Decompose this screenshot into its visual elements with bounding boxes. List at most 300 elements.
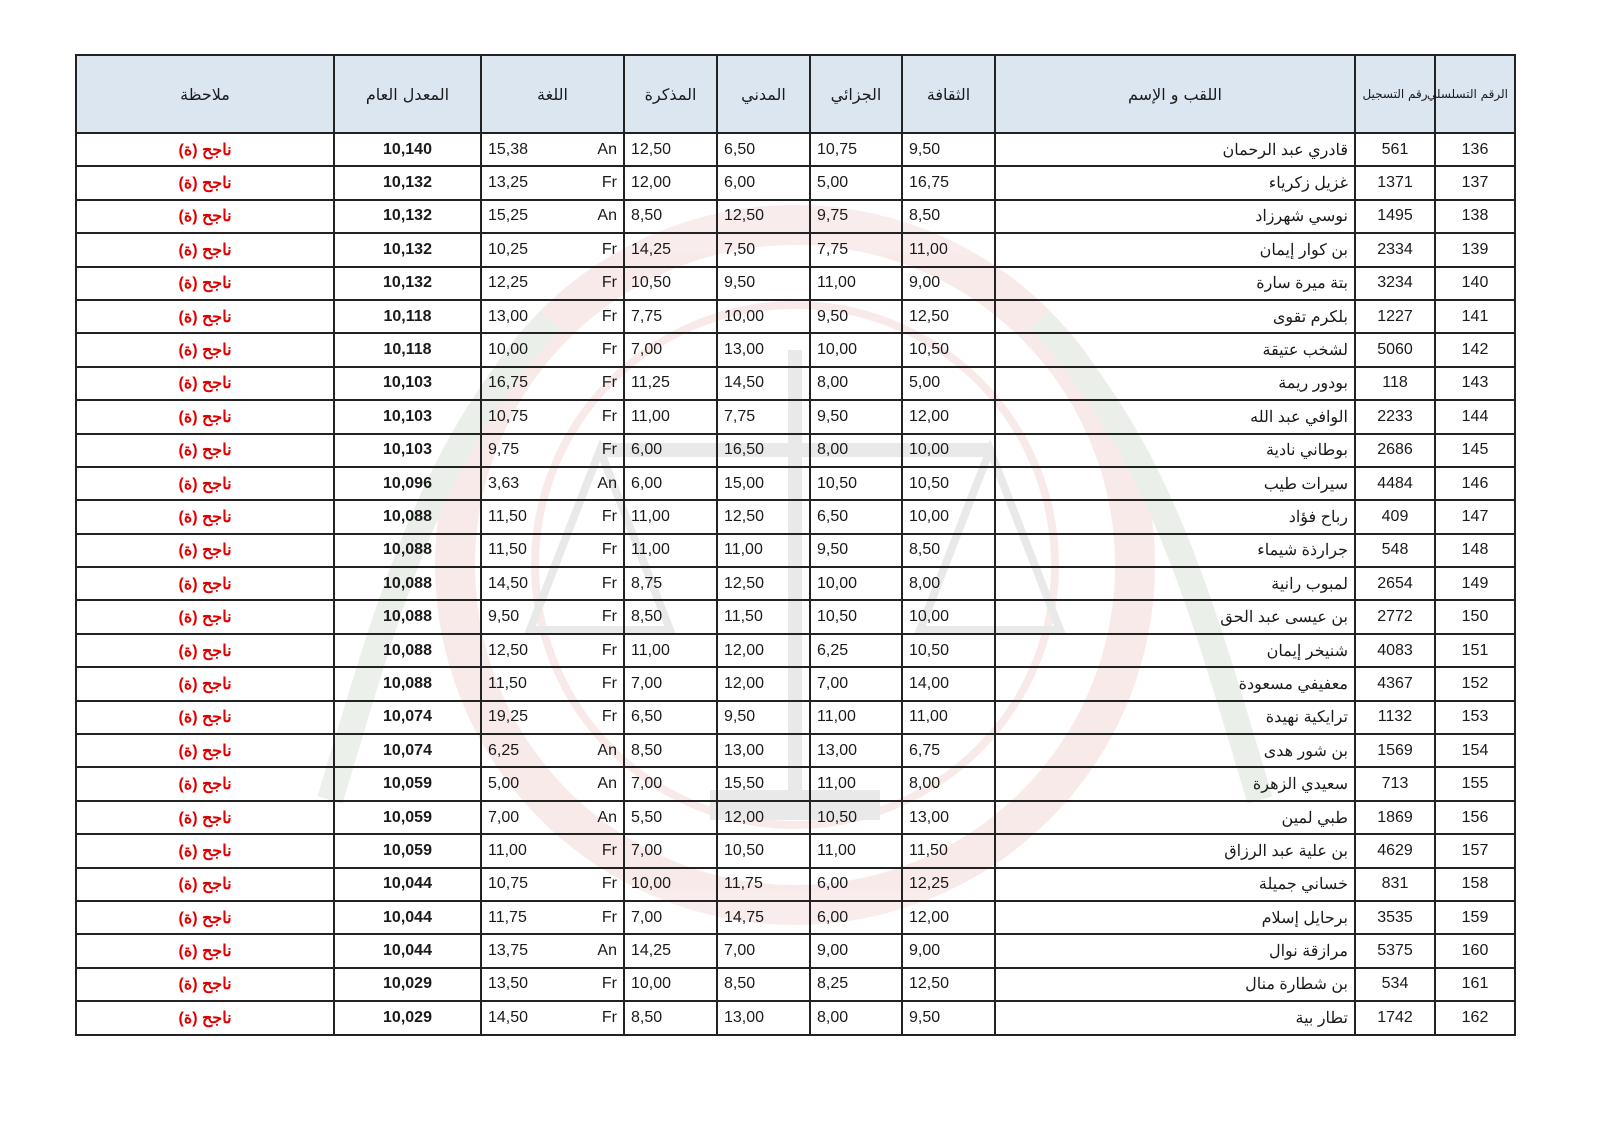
serial-cell: 154 <box>1435 734 1515 767</box>
culture-cell: 12,50 <box>902 300 995 333</box>
average-cell: 10,132 <box>334 166 481 199</box>
culture-cell: 11,00 <box>902 701 995 734</box>
average-cell: 10,074 <box>334 734 481 767</box>
culture-cell: 14,00 <box>902 667 995 700</box>
culture-cell: 12,00 <box>902 400 995 433</box>
criminal-cell: 6,25 <box>810 634 902 667</box>
civil-cell: 15,50 <box>717 767 810 800</box>
culture-cell: 5,00 <box>902 367 995 400</box>
average-cell: 10,140 <box>334 133 481 166</box>
criminal-cell: 13,00 <box>810 734 902 767</box>
language-score: 5,00 <box>488 775 520 793</box>
remark-cell: ناجح (ة) <box>76 600 334 633</box>
average-cell: 10,103 <box>334 400 481 433</box>
civil-cell: 7,00 <box>717 934 810 967</box>
name-cell: الوافي عبد الله <box>995 400 1355 433</box>
registration-cell: 1227 <box>1355 300 1435 333</box>
culture-cell: 8,00 <box>902 767 995 800</box>
criminal-cell: 9,50 <box>810 400 902 433</box>
language-cell <box>481 968 624 1001</box>
language-cell <box>481 734 624 767</box>
criminal-cell: 9,50 <box>810 534 902 567</box>
registration-cell: 3234 <box>1355 267 1435 300</box>
table-row <box>76 667 1515 700</box>
name-cell: معفيفي مسعودة <box>995 667 1355 700</box>
memoir-cell: 8,50 <box>624 600 717 633</box>
remark-cell: ناجح (ة) <box>76 133 334 166</box>
serial-cell: 159 <box>1435 901 1515 934</box>
memoir-cell: 7,00 <box>624 901 717 934</box>
memoir-cell: 8,50 <box>624 734 717 767</box>
average-cell: 10,088 <box>334 534 481 567</box>
culture-cell: 12,50 <box>902 968 995 1001</box>
table-row <box>76 600 1515 633</box>
table-row <box>76 634 1515 667</box>
civil-cell: 12,00 <box>717 667 810 700</box>
language-code: Fr <box>601 407 617 425</box>
criminal-cell: 8,00 <box>810 434 902 467</box>
remark-cell: ناجح (ة) <box>76 200 334 233</box>
memoir-cell: 11,00 <box>624 500 717 533</box>
culture-cell: 8,50 <box>902 534 995 567</box>
registration-cell: 1569 <box>1355 734 1435 767</box>
average-cell: 10,074 <box>334 701 481 734</box>
language-cell <box>481 767 624 800</box>
table-row <box>76 1001 1515 1034</box>
header-language: اللغة <box>481 55 624 133</box>
language-score: 13,25 <box>488 174 529 192</box>
table-row <box>76 267 1515 300</box>
criminal-cell: 10,50 <box>810 600 902 633</box>
language-score: 13,00 <box>488 307 529 325</box>
average-cell: 10,088 <box>334 500 481 533</box>
table-row <box>76 767 1515 800</box>
civil-cell: 12,50 <box>717 567 810 600</box>
language-code: An <box>597 207 617 225</box>
language-score: 9,50 <box>488 608 520 626</box>
header-name: اللقب و الإسم <box>995 55 1355 133</box>
serial-cell: 153 <box>1435 701 1515 734</box>
header-average: المعدل العام <box>334 55 481 133</box>
memoir-cell: 11,00 <box>624 400 717 433</box>
name-cell: بن شور هدى <box>995 734 1355 767</box>
culture-cell: 12,25 <box>902 868 995 901</box>
civil-cell: 9,50 <box>717 701 810 734</box>
header-criminal: الجزائي <box>810 55 902 133</box>
average-cell: 10,132 <box>334 267 481 300</box>
average-cell: 10,029 <box>334 968 481 1001</box>
culture-cell: 9,50 <box>902 1001 995 1034</box>
language-code: An <box>597 808 617 826</box>
serial-cell: 157 <box>1435 834 1515 867</box>
language-code: Fr <box>601 507 617 525</box>
language-code: Fr <box>601 708 617 726</box>
civil-cell: 14,75 <box>717 901 810 934</box>
average-cell: 10,103 <box>334 434 481 467</box>
criminal-cell: 10,75 <box>810 133 902 166</box>
name-cell: سعيدي الزهرة <box>995 767 1355 800</box>
language-code: Fr <box>601 574 617 592</box>
table-row <box>76 934 1515 967</box>
serial-cell: 142 <box>1435 333 1515 366</box>
remark-cell: ناجح (ة) <box>76 634 334 667</box>
memoir-cell: 14,25 <box>624 934 717 967</box>
civil-cell: 12,00 <box>717 634 810 667</box>
registration-cell: 4629 <box>1355 834 1435 867</box>
culture-cell: 16,75 <box>902 166 995 199</box>
memoir-cell: 11,00 <box>624 634 717 667</box>
remark-cell: ناجح (ة) <box>76 500 334 533</box>
name-cell: بتة ميرة سارة <box>995 267 1355 300</box>
registration-cell: 548 <box>1355 534 1435 567</box>
civil-cell: 15,00 <box>717 467 810 500</box>
table-row <box>76 333 1515 366</box>
language-score: 13,75 <box>488 942 529 960</box>
registration-cell: 4083 <box>1355 634 1435 667</box>
registration-cell: 5375 <box>1355 934 1435 967</box>
language-score: 15,25 <box>488 207 529 225</box>
header-serial: الرقم التسلسلي <box>1435 55 1515 133</box>
language-code: Fr <box>601 841 617 859</box>
remark-cell: ناجح (ة) <box>76 667 334 700</box>
registration-cell: 1495 <box>1355 200 1435 233</box>
average-cell: 10,118 <box>334 300 481 333</box>
civil-cell: 13,00 <box>717 333 810 366</box>
name-cell: نوسي شهرزاد <box>995 200 1355 233</box>
average-cell: 10,132 <box>334 233 481 266</box>
language-cell <box>481 500 624 533</box>
language-code: Fr <box>601 908 617 926</box>
registration-cell: 713 <box>1355 767 1435 800</box>
name-cell: برحايل إسلام <box>995 901 1355 934</box>
memoir-cell: 10,50 <box>624 267 717 300</box>
language-score: 10,75 <box>488 875 529 893</box>
memoir-cell: 10,00 <box>624 968 717 1001</box>
memoir-cell: 5,50 <box>624 801 717 834</box>
language-cell <box>481 300 624 333</box>
language-score: 10,00 <box>488 341 529 359</box>
language-score: 3,63 <box>488 474 520 492</box>
average-cell: 10,044 <box>334 934 481 967</box>
name-cell: بودور ريمة <box>995 367 1355 400</box>
language-cell <box>481 333 624 366</box>
results-rows <box>76 133 1515 1035</box>
criminal-cell: 9,00 <box>810 934 902 967</box>
table-row <box>76 166 1515 199</box>
name-cell: غزيل زكرياء <box>995 166 1355 199</box>
name-cell: شنيخر إيمان <box>995 634 1355 667</box>
name-cell: جرارذة شيماء <box>995 534 1355 567</box>
language-score: 14,50 <box>488 574 529 592</box>
criminal-cell: 10,50 <box>810 801 902 834</box>
remark-cell: ناجح (ة) <box>76 767 334 800</box>
serial-cell: 155 <box>1435 767 1515 800</box>
civil-cell: 8,50 <box>717 968 810 1001</box>
criminal-cell: 5,00 <box>810 166 902 199</box>
language-code: An <box>597 775 617 793</box>
name-cell: رباح فؤاد <box>995 500 1355 533</box>
civil-cell: 13,00 <box>717 734 810 767</box>
registration-cell: 561 <box>1355 133 1435 166</box>
language-score: 19,25 <box>488 708 529 726</box>
average-cell: 10,132 <box>334 200 481 233</box>
serial-cell: 149 <box>1435 567 1515 600</box>
criminal-cell: 10,00 <box>810 567 902 600</box>
language-score: 7,00 <box>488 808 520 826</box>
language-score: 13,50 <box>488 975 529 993</box>
culture-cell: 10,00 <box>902 500 995 533</box>
culture-cell: 11,00 <box>902 233 995 266</box>
serial-cell: 150 <box>1435 600 1515 633</box>
language-code: Fr <box>601 374 617 392</box>
language-cell <box>481 567 624 600</box>
table-row <box>76 901 1515 934</box>
culture-cell: 6,75 <box>902 734 995 767</box>
criminal-cell: 9,50 <box>810 300 902 333</box>
language-score: 11,50 <box>488 541 527 559</box>
registration-cell: 118 <box>1355 367 1435 400</box>
average-cell: 10,044 <box>334 868 481 901</box>
registration-cell: 2233 <box>1355 400 1435 433</box>
language-score: 11,00 <box>488 841 527 859</box>
remark-cell: ناجح (ة) <box>76 434 334 467</box>
registration-cell: 5060 <box>1355 333 1435 366</box>
serial-cell: 139 <box>1435 233 1515 266</box>
serial-cell: 162 <box>1435 1001 1515 1034</box>
language-code: Fr <box>601 975 617 993</box>
table-row <box>76 534 1515 567</box>
memoir-cell: 7,00 <box>624 834 717 867</box>
criminal-cell: 10,50 <box>810 467 902 500</box>
memoir-cell: 7,00 <box>624 333 717 366</box>
language-cell <box>481 200 624 233</box>
culture-cell: 10,50 <box>902 333 995 366</box>
average-cell: 10,059 <box>334 767 481 800</box>
culture-cell: 9,50 <box>902 133 995 166</box>
language-cell <box>481 701 624 734</box>
civil-cell: 14,50 <box>717 367 810 400</box>
language-code: Fr <box>601 240 617 258</box>
memoir-cell: 12,00 <box>624 166 717 199</box>
average-cell: 10,088 <box>334 634 481 667</box>
criminal-cell: 6,00 <box>810 901 902 934</box>
name-cell: تطار بية <box>995 1001 1355 1034</box>
criminal-cell: 7,00 <box>810 667 902 700</box>
language-code: Fr <box>601 541 617 559</box>
remark-cell: ناجح (ة) <box>76 801 334 834</box>
table-row <box>76 233 1515 266</box>
serial-cell: 144 <box>1435 400 1515 433</box>
language-score: 16,75 <box>488 374 529 392</box>
memoir-cell: 8,75 <box>624 567 717 600</box>
language-code: An <box>597 741 617 759</box>
remark-cell: ناجح (ة) <box>76 834 334 867</box>
table-row <box>76 968 1515 1001</box>
civil-cell: 6,50 <box>717 133 810 166</box>
criminal-cell: 6,50 <box>810 500 902 533</box>
culture-cell: 11,50 <box>902 834 995 867</box>
header-civil: المدني <box>717 55 810 133</box>
criminal-cell: 9,75 <box>810 200 902 233</box>
language-cell <box>481 834 624 867</box>
culture-cell: 10,00 <box>902 434 995 467</box>
registration-cell: 1132 <box>1355 701 1435 734</box>
memoir-cell: 8,50 <box>624 1001 717 1034</box>
culture-cell: 8,50 <box>902 200 995 233</box>
language-cell <box>481 233 624 266</box>
registration-cell: 831 <box>1355 868 1435 901</box>
serial-cell: 141 <box>1435 300 1515 333</box>
culture-cell: 10,50 <box>902 634 995 667</box>
header-remark: ملاحظة <box>76 55 334 133</box>
language-cell <box>481 434 624 467</box>
language-cell <box>481 634 624 667</box>
name-cell: بن شطارة منال <box>995 968 1355 1001</box>
header-memoir: المذكرة <box>624 55 717 133</box>
serial-cell: 151 <box>1435 634 1515 667</box>
name-cell: لمبوب رانية <box>995 567 1355 600</box>
culture-cell: 9,00 <box>902 934 995 967</box>
language-cell <box>481 467 624 500</box>
table-row <box>76 801 1515 834</box>
memoir-cell: 6,00 <box>624 467 717 500</box>
language-code: Fr <box>601 1008 617 1026</box>
table-row <box>76 367 1515 400</box>
registration-cell: 2334 <box>1355 233 1435 266</box>
registration-cell: 2686 <box>1355 434 1435 467</box>
language-code: Fr <box>601 875 617 893</box>
language-cell <box>481 367 624 400</box>
table-row <box>76 567 1515 600</box>
average-cell: 10,088 <box>334 600 481 633</box>
culture-cell: 10,50 <box>902 467 995 500</box>
serial-cell: 160 <box>1435 934 1515 967</box>
language-score: 11,50 <box>488 674 527 692</box>
name-cell: بن علية عبد الرزاق <box>995 834 1355 867</box>
average-cell: 10,096 <box>334 467 481 500</box>
language-code: An <box>597 474 617 492</box>
memoir-cell: 14,25 <box>624 233 717 266</box>
language-score: 14,50 <box>488 1008 529 1026</box>
table-row <box>76 434 1515 467</box>
culture-cell: 9,00 <box>902 267 995 300</box>
civil-cell: 16,50 <box>717 434 810 467</box>
language-score: 10,75 <box>488 407 529 425</box>
remark-cell: ناجح (ة) <box>76 267 334 300</box>
language-code: Fr <box>601 274 617 292</box>
remark-cell: ناجح (ة) <box>76 701 334 734</box>
remark-cell: ناجح (ة) <box>76 467 334 500</box>
average-cell: 10,059 <box>334 834 481 867</box>
remark-cell: ناجح (ة) <box>76 567 334 600</box>
name-cell: طبي لمين <box>995 801 1355 834</box>
memoir-cell: 8,50 <box>624 200 717 233</box>
serial-cell: 152 <box>1435 667 1515 700</box>
registration-cell: 1371 <box>1355 166 1435 199</box>
serial-cell: 137 <box>1435 166 1515 199</box>
language-cell <box>481 600 624 633</box>
remark-cell: ناجح (ة) <box>76 166 334 199</box>
civil-cell: 10,00 <box>717 300 810 333</box>
remark-cell: ناجح (ة) <box>76 400 334 433</box>
criminal-cell: 8,00 <box>810 1001 902 1034</box>
civil-cell: 12,00 <box>717 801 810 834</box>
civil-cell: 9,50 <box>717 267 810 300</box>
remark-cell: ناجح (ة) <box>76 901 334 934</box>
civil-cell: 11,50 <box>717 600 810 633</box>
registration-cell: 2772 <box>1355 600 1435 633</box>
remark-cell: ناجح (ة) <box>76 367 334 400</box>
registration-cell: 4367 <box>1355 667 1435 700</box>
header-culture: الثقافة <box>902 55 995 133</box>
language-cell <box>481 166 624 199</box>
header-row <box>76 55 1515 133</box>
civil-cell: 11,00 <box>717 534 810 567</box>
language-code: Fr <box>601 441 617 459</box>
language-code: Fr <box>601 674 617 692</box>
criminal-cell: 11,00 <box>810 701 902 734</box>
name-cell: بوطاني نادية <box>995 434 1355 467</box>
memoir-cell: 10,00 <box>624 868 717 901</box>
memoir-cell: 11,25 <box>624 367 717 400</box>
serial-cell: 146 <box>1435 467 1515 500</box>
table-row <box>76 868 1515 901</box>
serial-cell: 156 <box>1435 801 1515 834</box>
language-score: 6,25 <box>488 741 520 759</box>
registration-cell: 409 <box>1355 500 1435 533</box>
language-score: 11,75 <box>488 908 527 926</box>
name-cell: بن كوار إيمان <box>995 233 1355 266</box>
serial-cell: 147 <box>1435 500 1515 533</box>
civil-cell: 7,50 <box>717 233 810 266</box>
language-score: 15,38 <box>488 140 529 158</box>
language-cell <box>481 667 624 700</box>
language-code: Fr <box>601 608 617 626</box>
criminal-cell: 7,75 <box>810 233 902 266</box>
criminal-cell: 11,00 <box>810 834 902 867</box>
average-cell: 10,118 <box>334 333 481 366</box>
language-code: An <box>597 942 617 960</box>
remark-cell: ناجح (ة) <box>76 534 334 567</box>
name-cell: مرازقة نوال <box>995 934 1355 967</box>
civil-cell: 13,00 <box>717 1001 810 1034</box>
remark-cell: ناجح (ة) <box>76 333 334 366</box>
memoir-cell: 6,50 <box>624 701 717 734</box>
serial-cell: 138 <box>1435 200 1515 233</box>
language-cell <box>481 400 624 433</box>
serial-cell: 158 <box>1435 868 1515 901</box>
table-row <box>76 500 1515 533</box>
name-cell: لشخب عتيقة <box>995 333 1355 366</box>
culture-cell: 10,00 <box>902 600 995 633</box>
registration-cell: 1869 <box>1355 801 1435 834</box>
civil-cell: 10,50 <box>717 834 810 867</box>
language-code: Fr <box>601 641 617 659</box>
language-cell <box>481 133 624 166</box>
memoir-cell: 11,00 <box>624 534 717 567</box>
serial-cell: 136 <box>1435 133 1515 166</box>
results-table <box>75 54 1516 1036</box>
language-code: An <box>597 140 617 158</box>
table-row <box>76 734 1515 767</box>
civil-cell: 12,50 <box>717 200 810 233</box>
civil-cell: 12,50 <box>717 500 810 533</box>
average-cell: 10,088 <box>334 567 481 600</box>
average-cell: 10,103 <box>334 367 481 400</box>
memoir-cell: 7,00 <box>624 667 717 700</box>
table-row <box>76 200 1515 233</box>
remark-cell: ناجح (ة) <box>76 968 334 1001</box>
